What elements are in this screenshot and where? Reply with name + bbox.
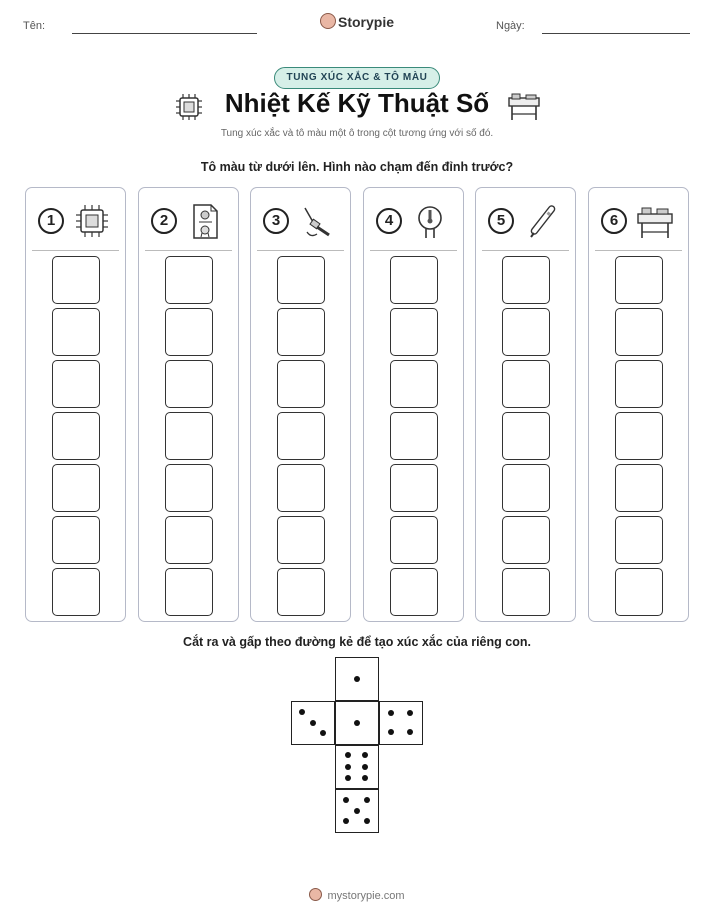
column-divider (257, 250, 344, 251)
dice-pip (343, 818, 349, 824)
coloring-cell[interactable] (390, 256, 438, 304)
coloring-cell[interactable] (502, 464, 550, 512)
subtitle: Tung xúc xắc và tô màu một ô trong cột tương ứng với số đó. (220, 128, 494, 139)
coloring-cell[interactable] (615, 360, 663, 408)
coloring-cell[interactable] (165, 516, 213, 564)
dice-instruction: Cắt ra và gấp theo đường kẻ để tạo xúc xắc của riêng con. (183, 635, 531, 649)
column-number: 6 (601, 208, 627, 234)
coloring-cell[interactable] (615, 568, 663, 616)
dice-face (335, 657, 379, 701)
dice-column-6 (588, 187, 689, 622)
name-label: Tên: (23, 20, 46, 32)
column-divider (482, 250, 569, 251)
dice-pip (364, 797, 370, 803)
dice-face (335, 701, 379, 745)
dice-face (335, 789, 379, 833)
certificate-icon (185, 202, 225, 240)
coloring-cell[interactable] (277, 308, 325, 356)
footer-url: mystorypie.com (327, 890, 405, 902)
dice-pip (310, 720, 316, 726)
coloring-cell[interactable] (615, 516, 663, 564)
dice-column-2 (138, 187, 239, 622)
column-number: 3 (263, 208, 289, 234)
dice-pip (388, 710, 394, 716)
column-divider (595, 250, 682, 251)
coloring-cell[interactable] (502, 516, 550, 564)
column-number: 5 (488, 208, 514, 234)
dice-pip (354, 676, 360, 682)
column-divider (32, 250, 119, 251)
coloring-cell[interactable] (165, 256, 213, 304)
dice-pip (388, 729, 394, 735)
coloring-cell[interactable] (165, 464, 213, 512)
coloring-cell[interactable] (502, 256, 550, 304)
coloring-cell[interactable] (52, 464, 100, 512)
dice-face (379, 701, 423, 745)
coloring-cell[interactable] (390, 568, 438, 616)
column-number: 2 (151, 208, 177, 234)
date-label: Ngày: (496, 20, 525, 32)
coloring-cell[interactable] (615, 308, 663, 356)
coloring-cell[interactable] (615, 464, 663, 512)
coloring-cell[interactable] (52, 516, 100, 564)
coloring-cell[interactable] (165, 360, 213, 408)
dice-pip (407, 729, 413, 735)
coloring-cell[interactable] (52, 308, 100, 356)
coloring-cell[interactable] (390, 360, 438, 408)
storypie-mascot-icon (320, 13, 336, 29)
brand-logo (0, 13, 714, 30)
dice-pip (345, 764, 351, 770)
dice-pip (299, 709, 305, 715)
coloring-cell[interactable] (52, 412, 100, 460)
column-divider (370, 250, 457, 251)
dice-column-3 (250, 187, 351, 622)
coloring-cell[interactable] (52, 568, 100, 616)
dice-pip (345, 775, 351, 781)
dice-face (291, 701, 335, 745)
coloring-cell[interactable] (390, 412, 438, 460)
coloring-cell[interactable] (277, 568, 325, 616)
column-divider (145, 250, 232, 251)
dice-column-1 (25, 187, 126, 622)
coloring-instruction: Tô màu từ dưới lên. Hình nào chạm đến đỉnh trước? (200, 160, 514, 174)
dice-pip (362, 752, 368, 758)
brand-name: Storypie (337, 14, 394, 30)
microchip-icon (72, 202, 112, 240)
workbench-icon (506, 92, 542, 122)
coloring-cell[interactable] (502, 360, 550, 408)
storypie-mascot-icon (309, 888, 322, 901)
coloring-cell[interactable] (390, 308, 438, 356)
coloring-cell[interactable] (615, 412, 663, 460)
dice-pip (362, 775, 368, 781)
date-line (542, 33, 690, 34)
coloring-cell[interactable] (277, 256, 325, 304)
coloring-cell[interactable] (52, 360, 100, 408)
dice-pip (362, 764, 368, 770)
dice-column-5 (475, 187, 576, 622)
thermometer-icon (522, 202, 562, 240)
coloring-cell[interactable] (502, 412, 550, 460)
dice-pip (407, 710, 413, 716)
coloring-cell[interactable] (390, 516, 438, 564)
coloring-cell[interactable] (502, 568, 550, 616)
name-line (72, 33, 257, 34)
workbench-icon (635, 202, 675, 240)
dice-pip (354, 808, 360, 814)
column-number: 1 (38, 208, 64, 234)
dice-pip (364, 818, 370, 824)
page-title: Nhiệt Kế Kỹ Thuật Số (224, 88, 490, 118)
coloring-cell[interactable] (390, 464, 438, 512)
activity-badge: TUNG XÚC XẮC & TÔ MÀU (274, 67, 440, 89)
dice-pip (354, 720, 360, 726)
soldering-iron-icon (297, 202, 337, 240)
column-number: 4 (376, 208, 402, 234)
coloring-cell[interactable] (277, 412, 325, 460)
coloring-cell[interactable] (165, 568, 213, 616)
coloring-cell[interactable] (165, 412, 213, 460)
temperature-sensor-icon (410, 202, 450, 240)
coloring-cell[interactable] (52, 256, 100, 304)
dice-pip (343, 797, 349, 803)
coloring-cell[interactable] (615, 256, 663, 304)
coloring-cell[interactable] (277, 516, 325, 564)
dice-pip (320, 730, 326, 736)
dice-pip (345, 752, 351, 758)
coloring-cell[interactable] (277, 464, 325, 512)
coloring-cell[interactable] (502, 308, 550, 356)
coloring-cell[interactable] (277, 360, 325, 408)
footer (0, 888, 714, 902)
dice-column-4 (363, 187, 464, 622)
coloring-cell[interactable] (165, 308, 213, 356)
dice-face (335, 745, 379, 789)
